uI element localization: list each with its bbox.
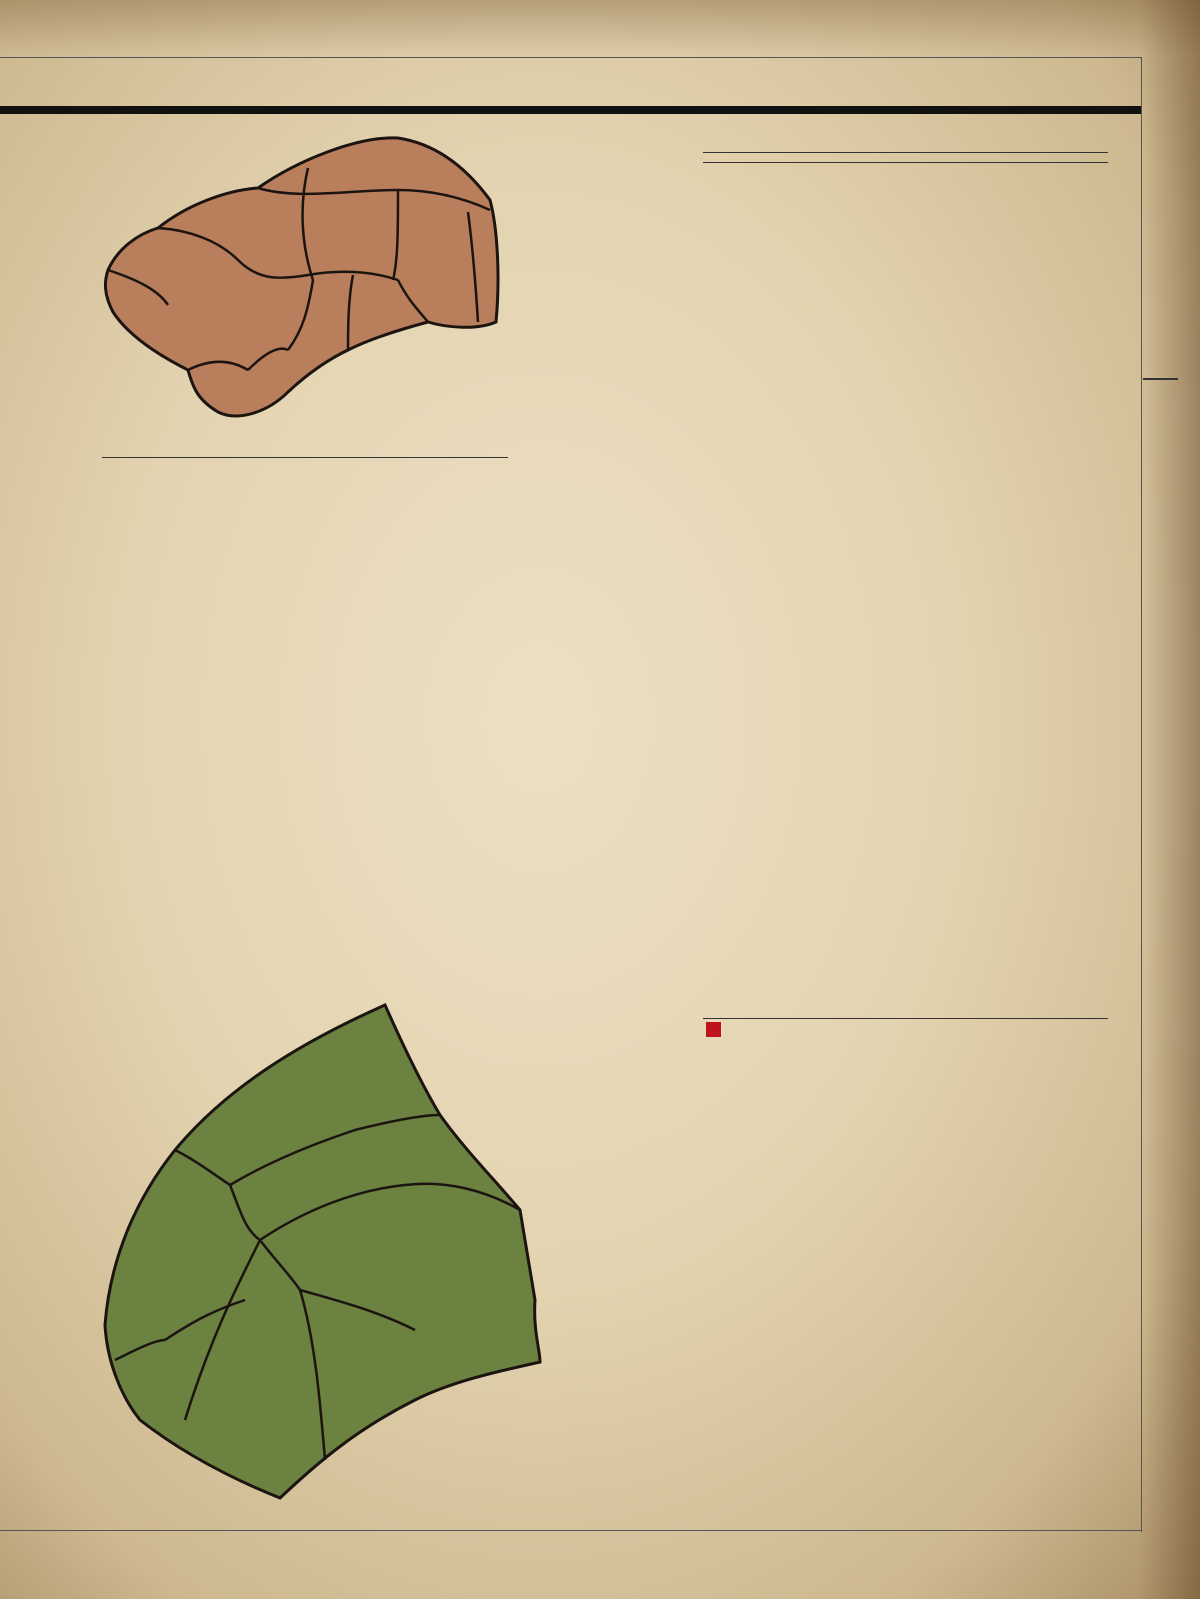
article-column-left [102,456,508,460]
aspiring-illustration [95,1000,555,1500]
article-column-right-bottom [703,1009,1108,1041]
heading-benefits [703,151,1108,153]
margin-rule [1141,57,1142,1532]
article-column-right-top [703,143,1108,165]
page-edge-shading [0,0,1200,55]
heading-trainer [703,161,1108,163]
header-bar [0,106,1141,114]
page-edge-shading-right [1140,0,1200,1599]
paragraph [703,1021,1108,1041]
pull-quote [530,875,1110,927]
footer [700,1532,1110,1549]
heading-summary [703,1017,1108,1019]
page-number-rule [1143,378,1178,380]
heading-identifying-needs [102,456,508,458]
top-rule [0,57,1141,58]
bottom-rule [0,1530,1141,1531]
end-mark-icon [706,1022,721,1037]
perceptives-illustration [98,130,518,430]
